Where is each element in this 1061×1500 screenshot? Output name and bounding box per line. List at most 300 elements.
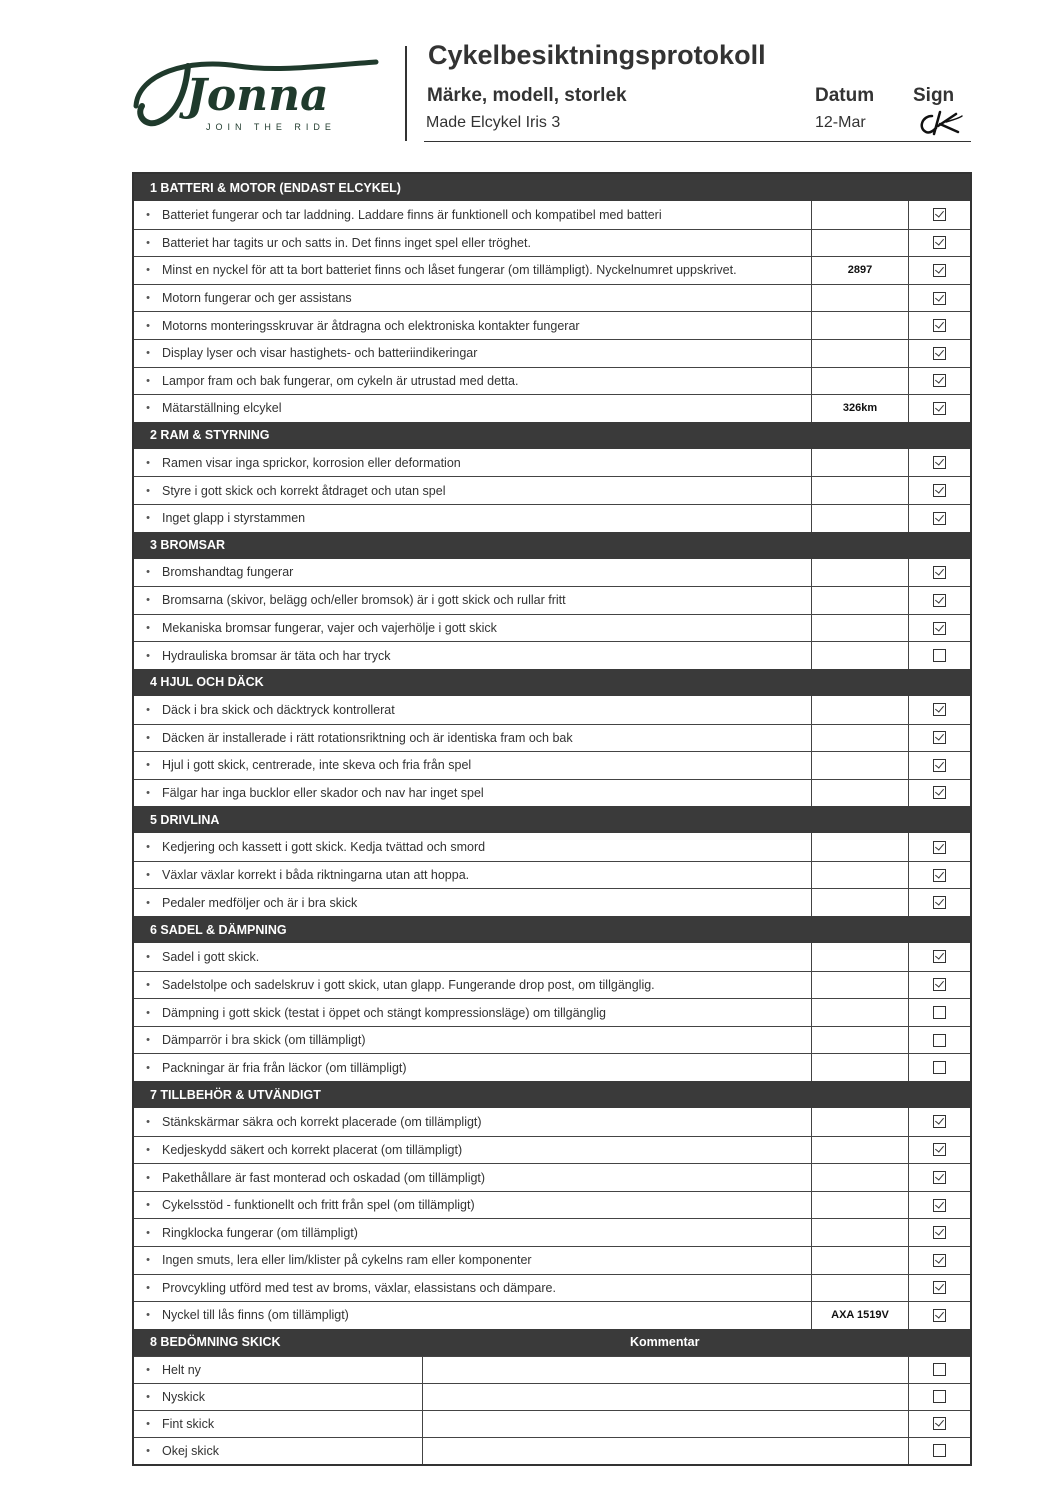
item-text: Växlar växlar korrekt i båda riktningarna utan att hoppa.	[162, 868, 470, 883]
item-description-cell	[134, 1054, 812, 1081]
checkbox-checked[interactable]	[933, 1309, 946, 1322]
bullet-icon: •	[146, 1417, 150, 1430]
item-description-cell	[134, 1137, 812, 1164]
item-note-cell[interactable]	[812, 587, 909, 614]
bullet-icon: •	[146, 347, 150, 360]
checkbox-unchecked[interactable]	[933, 1034, 946, 1047]
checkbox-checked[interactable]	[933, 1254, 946, 1267]
item-description-cell	[134, 972, 812, 999]
condition-row	[134, 1383, 970, 1410]
item-text: Mekaniska bromsar fungerar, vajer och vajerhölje i gott skick	[162, 621, 497, 636]
item-description-cell	[134, 201, 812, 229]
section-header	[134, 669, 970, 696]
item-note-cell[interactable]	[812, 1275, 909, 1302]
bullet-icon: •	[146, 649, 150, 662]
bullet-icon: •	[146, 1115, 150, 1128]
item-text: Däcken är installerade i rätt rotationsriktning och är identiska fram och bak	[162, 730, 573, 745]
item-note-cell[interactable]	[812, 999, 909, 1026]
checklist-row	[134, 888, 970, 916]
item-note-cell[interactable]: 326km	[812, 395, 909, 422]
item-text: Packningar är fria från läckor (om tillämpligt)	[162, 1060, 407, 1075]
checkbox-checked[interactable]	[933, 759, 946, 772]
item-check-cell	[909, 505, 970, 532]
item-check-cell	[909, 1302, 970, 1329]
checklist-row	[134, 504, 970, 532]
checklist-row	[134, 367, 970, 395]
bullet-icon: •	[146, 1171, 150, 1184]
item-note-cell[interactable]	[812, 1219, 909, 1246]
bullet-icon: •	[146, 1143, 150, 1156]
checkbox-checked[interactable]	[933, 236, 946, 249]
item-text: Motorn fungerar och ger assistans	[162, 291, 352, 306]
comment-cell[interactable]	[423, 1384, 909, 1410]
checklist-row	[134, 1108, 970, 1136]
checklist-row	[134, 641, 970, 669]
bullet-icon: •	[146, 484, 150, 497]
checkbox-checked[interactable]	[933, 869, 946, 882]
item-note-cell[interactable]	[812, 449, 909, 477]
bullet-icon: •	[146, 869, 150, 882]
checkbox-checked[interactable]	[933, 1417, 946, 1430]
item-note-cell[interactable]	[812, 1137, 909, 1164]
item-note-cell[interactable]	[812, 201, 909, 229]
item-check-cell	[909, 615, 970, 642]
checkbox-checked[interactable]	[933, 374, 946, 387]
item-check-cell	[909, 1219, 970, 1246]
item-check-cell	[909, 1247, 970, 1274]
item-description-cell	[134, 862, 812, 889]
item-note-cell[interactable]	[812, 1164, 909, 1191]
checklist-row	[134, 696, 970, 724]
item-check-cell	[909, 257, 970, 284]
item-description-cell	[134, 559, 812, 587]
item-text: Lampor fram och bak fungerar, om cykeln är utrustad med detta.	[162, 373, 519, 388]
item-note-cell[interactable]	[812, 752, 909, 779]
condition-check-cell	[909, 1411, 970, 1437]
condition-text: Nyskick	[162, 1389, 206, 1404]
checkbox-checked[interactable]	[933, 1171, 946, 1184]
section-header	[134, 916, 970, 943]
checklist-row	[134, 1274, 970, 1302]
bullet-icon: •	[146, 456, 150, 469]
item-check-cell	[909, 889, 970, 916]
item-description-cell	[134, 477, 812, 504]
model-value: Made Elcykel Iris 3	[426, 114, 561, 131]
item-description-cell	[134, 1219, 812, 1246]
item-text: Pedaler medföljer och är i bra skick	[162, 895, 358, 910]
bullet-icon: •	[146, 236, 150, 249]
bullet-icon: •	[146, 208, 150, 221]
item-note-cell[interactable]: 2897	[812, 257, 909, 284]
item-description-cell	[134, 696, 812, 724]
item-description-cell	[134, 642, 812, 669]
checkbox-checked[interactable]	[933, 622, 946, 635]
item-note-cell[interactable]	[812, 1108, 909, 1136]
condition-text: Helt ny	[162, 1362, 201, 1377]
item-description-cell	[134, 1027, 812, 1054]
item-note-cell[interactable]	[812, 477, 909, 504]
checklist-row	[134, 751, 970, 779]
bullet-icon: •	[146, 1390, 150, 1403]
header-underline	[424, 141, 971, 142]
bullet-icon: •	[146, 292, 150, 305]
checklist-row	[134, 1191, 970, 1219]
checkbox-checked[interactable]	[933, 1115, 946, 1128]
item-description-cell	[134, 889, 812, 916]
item-description-cell	[134, 257, 812, 284]
checkbox-checked[interactable]	[933, 1199, 946, 1212]
bullet-icon: •	[146, 1363, 150, 1376]
item-text: Stänkskärmar säkra och korrekt placerade (om tillämpligt)	[162, 1114, 482, 1129]
condition-row	[134, 1437, 970, 1464]
item-check-cell	[909, 1137, 970, 1164]
checklist-row	[134, 943, 970, 971]
item-note-cell[interactable]	[812, 725, 909, 752]
bullet-icon: •	[146, 950, 150, 963]
item-description-cell	[134, 505, 812, 532]
item-text: Däck i bra skick och däcktryck kontrollerat	[162, 702, 395, 717]
checkbox-checked[interactable]	[933, 841, 946, 854]
item-description-cell	[134, 943, 812, 971]
checkbox-unchecked[interactable]	[933, 1444, 946, 1457]
item-check-cell	[909, 696, 970, 724]
bullet-icon: •	[146, 1281, 150, 1294]
item-check-cell	[909, 725, 970, 752]
bullet-icon: •	[146, 1061, 150, 1074]
item-note-cell[interactable]	[812, 696, 909, 724]
item-description-cell	[134, 833, 812, 861]
section-title: 6 SADEL & DÄMPNING	[150, 922, 287, 937]
checkbox-checked[interactable]	[933, 786, 946, 799]
bullet-icon: •	[146, 566, 150, 579]
item-note-cell[interactable]	[812, 230, 909, 257]
bullet-icon: •	[146, 1226, 150, 1239]
item-check-cell	[909, 559, 970, 587]
header-divider	[405, 46, 407, 141]
item-description-cell	[134, 725, 812, 752]
item-text: Styre i gott skick och korrekt åtdraget och utan spel	[162, 483, 446, 498]
item-note-cell[interactable]: AXA 1519V	[812, 1302, 909, 1329]
item-text: Kedjeskydd säkert och korrekt placerat (om tillämpligt)	[162, 1142, 463, 1157]
item-check-cell	[909, 943, 970, 971]
section-header	[134, 532, 970, 559]
item-text: Hydrauliska bromsar är täta och har tryck	[162, 648, 391, 663]
checkbox-checked[interactable]	[933, 1143, 946, 1156]
bullet-icon: •	[146, 1309, 150, 1322]
condition-check-cell	[909, 1357, 970, 1383]
checkbox-checked[interactable]	[933, 978, 946, 991]
item-note-cell[interactable]	[812, 889, 909, 916]
section-title: 3 BROMSAR	[150, 538, 226, 553]
item-note-cell[interactable]	[812, 1247, 909, 1274]
item-check-cell	[909, 833, 970, 861]
condition-row	[134, 1410, 970, 1437]
checklist-row	[134, 998, 970, 1026]
checklist-row	[134, 1053, 970, 1081]
document-title: Cykelbesiktningsprotokoll	[428, 40, 766, 70]
item-text: Hjul i gott skick, centrerade, inte skeva och fria från spel	[162, 758, 472, 773]
checkbox-checked[interactable]	[933, 1226, 946, 1239]
condition-check-cell	[909, 1384, 970, 1410]
section-header	[134, 1329, 970, 1356]
item-text: Kedjering och kassett i gott skick. Kedja tvättad och smord	[162, 840, 486, 855]
sign-label: Sign	[913, 85, 955, 106]
item-check-cell	[909, 477, 970, 504]
checklist-row	[134, 614, 970, 642]
section-title: 2 RAM & STYRNING	[150, 428, 270, 443]
checkbox-unchecked[interactable]	[933, 1061, 946, 1074]
item-check-cell	[909, 780, 970, 807]
checkbox-checked[interactable]	[933, 264, 946, 277]
item-text: Minst en nyckel för att ta bort batteriet finns och låset fungerar (om tillämpligt). Nyckelnumret uppskrivet.	[162, 263, 737, 278]
checkbox-checked[interactable]	[933, 347, 946, 360]
checkbox-unchecked[interactable]	[933, 649, 946, 662]
checklist-row	[134, 256, 970, 284]
checklist-row	[134, 1218, 970, 1246]
bullet-icon: •	[146, 841, 150, 854]
item-note-cell[interactable]	[812, 972, 909, 999]
condition-check-cell	[909, 1438, 970, 1464]
checklist-row	[134, 1136, 970, 1164]
date-label: Datum	[815, 85, 875, 106]
bullet-icon: •	[146, 703, 150, 716]
item-note-cell[interactable]	[812, 368, 909, 395]
checkbox-checked[interactable]	[933, 402, 946, 415]
checkbox-checked[interactable]	[933, 731, 946, 744]
checkbox-checked[interactable]	[933, 1281, 946, 1294]
section-header	[134, 422, 970, 449]
item-check-cell	[909, 201, 970, 229]
bullet-icon: •	[146, 1006, 150, 1019]
item-note-cell[interactable]	[812, 1054, 909, 1081]
checkbox-checked[interactable]	[933, 292, 946, 305]
item-text: Motorns monteringsskruvar är åtdragna och elektroniska kontakter fungerar	[162, 318, 580, 333]
item-check-cell	[909, 1164, 970, 1191]
bullet-icon: •	[146, 402, 150, 415]
item-text: Sadelstolpe och sadelskruv i gott skick, utan glapp. Fungerande drop post, om tillgänglig.	[162, 977, 655, 992]
item-description-cell	[134, 780, 812, 807]
logo-wordmark: Jonna	[186, 70, 329, 121]
item-text: Dämparrör i bra skick (om tillämpligt)	[162, 1033, 366, 1048]
item-description-cell	[134, 1302, 812, 1329]
condition-text: Fint skick	[162, 1416, 215, 1431]
item-check-cell	[909, 1027, 970, 1054]
item-check-cell	[909, 1108, 970, 1136]
item-text: Mätarställning elcykel	[162, 401, 282, 416]
signature-image	[916, 108, 964, 138]
bullet-icon: •	[146, 622, 150, 635]
checklist-row	[134, 449, 970, 477]
item-note-cell[interactable]	[812, 642, 909, 669]
checklist-row	[134, 394, 970, 422]
item-check-cell	[909, 752, 970, 779]
checklist-row	[134, 1026, 970, 1054]
item-text: Inget glapp i styrstammen	[162, 511, 306, 526]
bullet-icon: •	[146, 1444, 150, 1457]
item-note-cell[interactable]	[812, 559, 909, 587]
item-note-cell[interactable]	[812, 1027, 909, 1054]
item-note-cell[interactable]	[812, 285, 909, 312]
checkbox-checked[interactable]	[933, 208, 946, 221]
logo-tagline: JOIN THE RIDE	[206, 122, 336, 132]
checkbox-checked[interactable]	[933, 950, 946, 963]
checklist-row	[134, 201, 970, 229]
item-note-cell[interactable]	[812, 833, 909, 861]
bullet-icon: •	[146, 594, 150, 607]
checklist-row	[134, 971, 970, 999]
item-check-cell	[909, 340, 970, 367]
checkbox-checked[interactable]	[933, 703, 946, 716]
checklist-row	[134, 724, 970, 752]
checkbox-checked[interactable]	[933, 566, 946, 579]
bullet-icon: •	[146, 374, 150, 387]
item-check-cell	[909, 587, 970, 614]
item-check-cell	[909, 312, 970, 339]
item-text: Fälgar har inga bucklor eller skador och nav har inget spel	[162, 785, 484, 800]
item-description-cell	[134, 449, 812, 477]
bullet-icon: •	[146, 1254, 150, 1267]
item-check-cell	[909, 1054, 970, 1081]
checklist-row	[134, 311, 970, 339]
checklist-row	[134, 586, 970, 614]
item-text: Dämpning i gott skick (testat i öppet och stängt kompressionsläge) om tillgänglig	[162, 1005, 606, 1020]
item-text: Batteriet fungerar och tar laddning. Laddare finns är funktionell och kompatibel med batteri	[162, 207, 662, 222]
item-check-cell	[909, 1192, 970, 1219]
item-description-cell	[134, 312, 812, 339]
item-text: Bromshandtag fungerar	[162, 565, 294, 580]
section-header	[134, 1081, 970, 1108]
item-note-cell[interactable]	[812, 943, 909, 971]
checklist-row	[134, 284, 970, 312]
item-text: Display lyser och visar hastighets- och batteriindikeringar	[162, 346, 478, 361]
checklist-row	[134, 476, 970, 504]
item-note-cell[interactable]	[812, 505, 909, 532]
item-description-cell	[134, 395, 812, 422]
bullet-icon: •	[146, 731, 150, 744]
item-description-cell	[134, 368, 812, 395]
item-note-cell[interactable]	[812, 312, 909, 339]
item-description-cell	[134, 1108, 812, 1136]
condition-label-cell	[134, 1384, 423, 1410]
checkbox-checked[interactable]	[933, 319, 946, 332]
item-description-cell	[134, 999, 812, 1026]
bullet-icon: •	[146, 786, 150, 799]
item-text: Provcykling utförd med test av broms, växlar, elassistans och dämpare.	[162, 1280, 556, 1295]
item-check-cell	[909, 449, 970, 477]
item-description-cell	[134, 285, 812, 312]
section-title: 7 TILLBEHÖR & UTVÄNDIGT	[150, 1087, 321, 1102]
item-check-cell	[909, 642, 970, 669]
condition-label-cell	[134, 1411, 423, 1437]
checkbox-checked[interactable]	[933, 456, 946, 469]
item-text: Cykelsstöd - funktionellt och fritt från spel (om tillämpligt)	[162, 1198, 475, 1213]
checklist-row	[134, 1246, 970, 1274]
bullet-icon: •	[146, 264, 150, 277]
section-header	[134, 174, 970, 201]
checklist-row	[134, 1301, 970, 1329]
item-check-cell	[909, 285, 970, 312]
item-text: Pakethållare är fast monterad och oskadad (om tillämpligt)	[162, 1170, 486, 1185]
item-check-cell	[909, 1275, 970, 1302]
item-note-cell[interactable]	[812, 862, 909, 889]
checklist-row	[134, 339, 970, 367]
item-note-cell[interactable]	[812, 615, 909, 642]
item-description-cell	[134, 1164, 812, 1191]
item-text: Batteriet har tagits ur och satts in. Det finns inget spel eller tröghet.	[162, 235, 531, 250]
checklist-row	[134, 559, 970, 587]
item-text: Ingen smuts, lera eller lim/klister på cykelns ram eller komponenter	[162, 1253, 532, 1268]
item-text: Ramen visar inga sprickor, korrosion eller deformation	[162, 455, 461, 470]
item-check-cell	[909, 230, 970, 257]
item-note-cell[interactable]	[812, 340, 909, 367]
item-description-cell	[134, 1275, 812, 1302]
checkbox-unchecked[interactable]	[933, 1363, 946, 1376]
bullet-icon: •	[146, 319, 150, 332]
checkbox-unchecked[interactable]	[933, 1390, 946, 1403]
item-description-cell	[134, 1192, 812, 1219]
item-description-cell	[134, 340, 812, 367]
checkbox-unchecked[interactable]	[933, 1006, 946, 1019]
item-description-cell	[134, 230, 812, 257]
comment-cell[interactable]	[423, 1357, 909, 1383]
bullet-icon: •	[146, 978, 150, 991]
condition-row	[134, 1356, 970, 1383]
item-description-cell	[134, 752, 812, 779]
bullet-icon: •	[146, 896, 150, 909]
section-title: 4 HJUL OCH DÄCK	[150, 675, 264, 690]
item-check-cell	[909, 999, 970, 1026]
comment-cell[interactable]	[423, 1411, 909, 1437]
bullet-icon: •	[146, 1199, 150, 1212]
item-check-cell	[909, 395, 970, 422]
section-header	[134, 806, 970, 833]
checklist-row	[134, 833, 970, 861]
checklist-row	[134, 1163, 970, 1191]
comment-cell[interactable]	[423, 1438, 909, 1464]
checkbox-checked[interactable]	[933, 512, 946, 525]
item-text: Bromsarna (skivor, belägg och/eller bromsok) är i gott skick och rullar fritt	[162, 593, 566, 608]
item-check-cell	[909, 862, 970, 889]
item-text: Sadel i gott skick.	[162, 949, 260, 964]
checkbox-checked[interactable]	[933, 896, 946, 909]
item-check-cell	[909, 972, 970, 999]
bullet-icon: •	[146, 1034, 150, 1047]
item-check-cell	[909, 368, 970, 395]
section-title: 8 BEDÖMNING SKICK	[150, 1335, 281, 1350]
inspection-table	[132, 172, 972, 1466]
item-description-cell	[134, 615, 812, 642]
checkbox-checked[interactable]	[933, 594, 946, 607]
item-text: Ringklocka fungerar (om tillämpligt)	[162, 1225, 358, 1240]
checkbox-checked[interactable]	[933, 484, 946, 497]
item-note-cell[interactable]	[812, 1192, 909, 1219]
checklist-row	[134, 229, 970, 257]
item-note-cell[interactable]	[812, 780, 909, 807]
comment-column-header: Kommentar	[630, 1335, 700, 1350]
jonna-logo	[128, 44, 388, 139]
model-label: Märke, modell, storlek	[427, 85, 627, 106]
section-title: 5 DRIVLINA	[150, 812, 220, 827]
item-text: Nyckel till lås finns (om tillämpligt)	[162, 1308, 349, 1323]
date-value: 12-Mar	[815, 114, 866, 131]
item-description-cell	[134, 587, 812, 614]
condition-label-cell	[134, 1357, 423, 1383]
section-title: 1 BATTERI & MOTOR (ENDAST ELCYKEL)	[150, 180, 401, 195]
item-description-cell	[134, 1247, 812, 1274]
checklist-row	[134, 779, 970, 807]
checklist-row	[134, 861, 970, 889]
condition-text: Okej skick	[162, 1443, 219, 1458]
